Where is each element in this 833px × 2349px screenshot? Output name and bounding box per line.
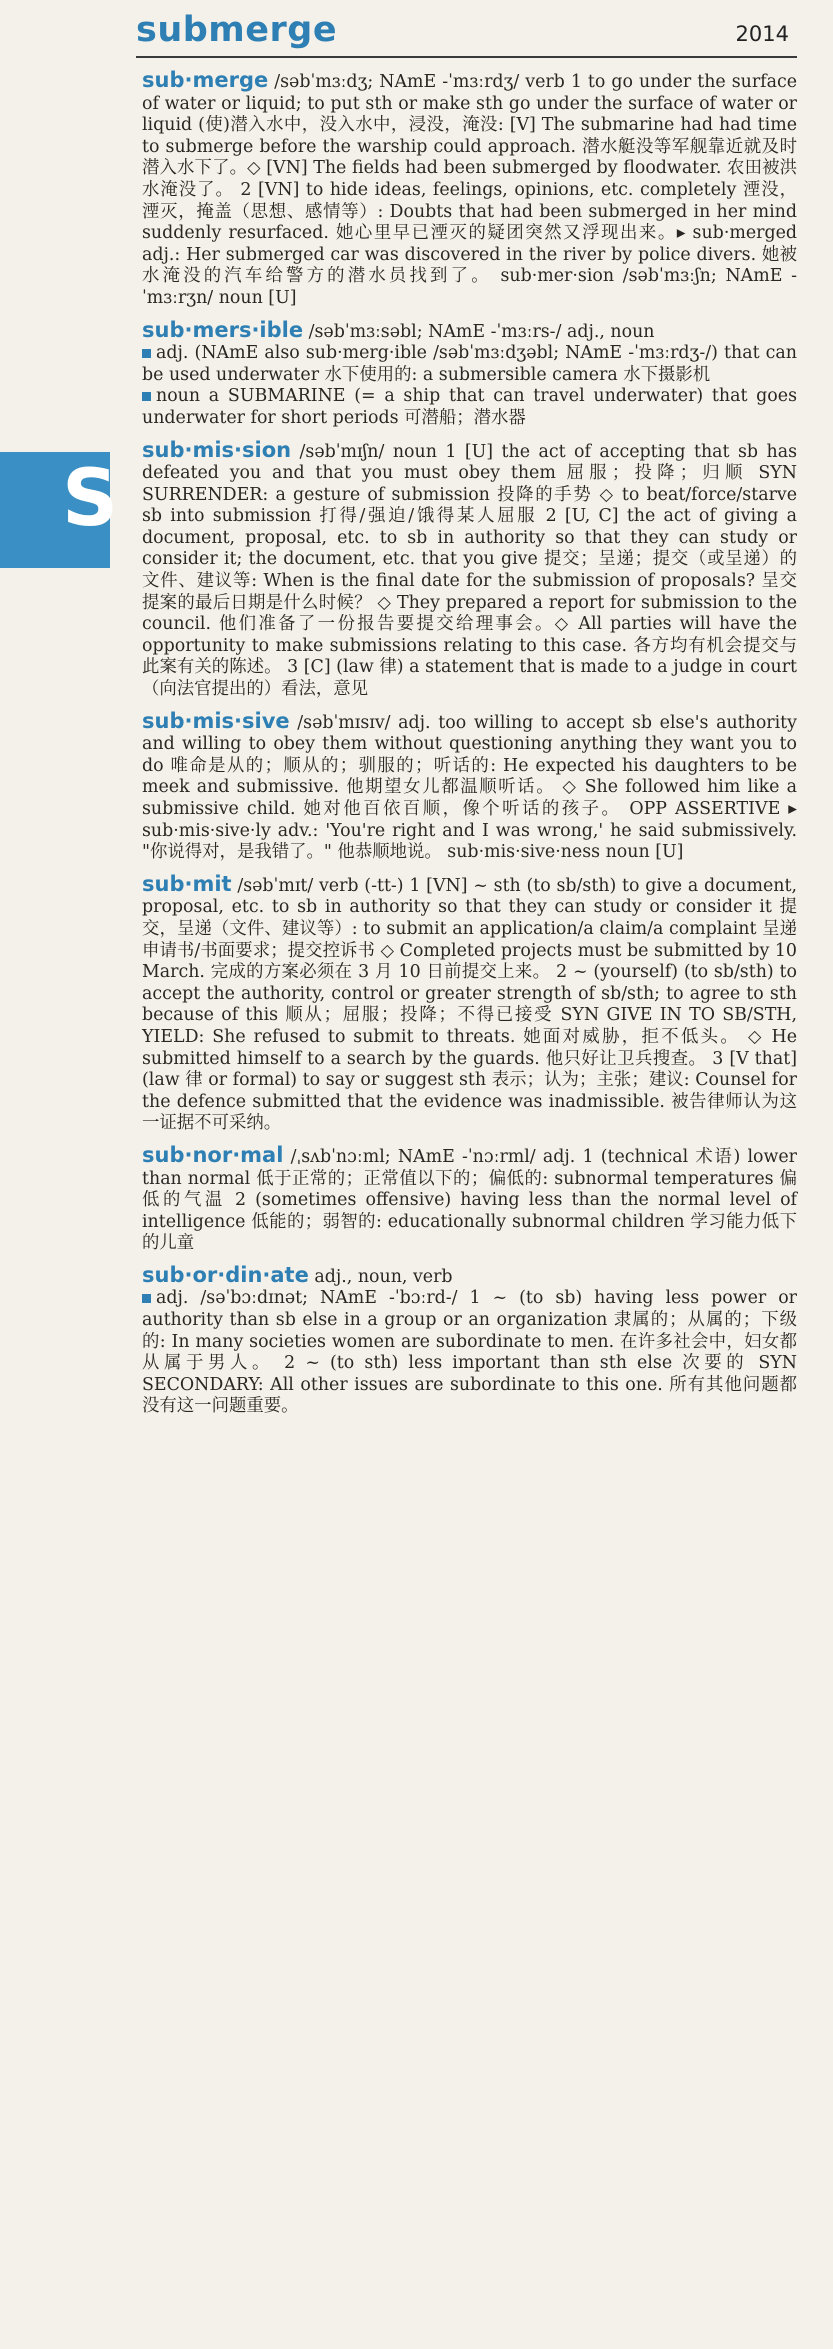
headword: sub·merge — [142, 68, 269, 92]
guide-word: submerge — [136, 10, 338, 50]
sense-adj: adj. /səˈbɔːdɪnət; NAmE -ˈbɔːrd-/ 1 ~ (to sb) having less power or authority than sb else in a group or an organization 隶属的；从属的；下级的: In many societies women are subordinate to men. 在许多社会中，妇女都从属于男人。 2 ~ (to sth) less important than sth else 次要的 SYN SECONDARY: All other issues are subordinate to this one. 所有其他问题都没有这一问题重要。 — [142, 1288, 797, 1417]
entry-body: /səbˈmɜːsəbl; NAmE -ˈmɜːrs-/ adj., noun — [303, 321, 655, 342]
entry-submission — [142, 437, 797, 701]
header-rule — [136, 56, 797, 58]
entry-submersible — [142, 317, 797, 430]
entries-column — [142, 70, 797, 1428]
headword: sub·or·din·ate — [142, 1262, 309, 1287]
entry-subnormal — [142, 1142, 797, 1255]
headword: sub·mis·sion — [142, 437, 292, 462]
sense-adj: adj. (NAmE also sub·merg·ible /səbˈmɜːdʒəbl; NAmE -ˈmɜːrdʒ-/) that can be used underwater 水下使用的: a submersible camera 水下摄影机 — [142, 343, 797, 385]
entry-submerge — [142, 70, 797, 310]
thumb-index-tab — [0, 452, 119, 568]
sense-marker-icon — [142, 1294, 151, 1303]
entry-body: /səbˈmɪsɪv/ adj. too willing to accept sb else's authority and willing to obey them without questioning anything they want you to do 唯命是从的；顺从的；驯服的；听话的: He expected his daughters to be meek and submissive. 他期望女儿都温顺听话。 ◇ She followed him like a submissive child. 她对他百依百顺，像个听话的孩子。 OPP ASSERTIVE ▸ sub·mis·sive·ly adv.: 'You're right and I was wrong,' he said submissively. "你说得对，是我错了。" 他恭顺地说。 sub·mis·sive·ness noun [U] — [142, 712, 797, 863]
headword: sub·mis·sive — [142, 708, 290, 733]
entry-body: adj., noun, verb — [308, 1266, 453, 1287]
headword: sub·mit — [142, 871, 232, 896]
sense-marker-icon — [142, 349, 151, 358]
sense-noun: noun a SUBMARINE (= a ship that can travel underwater) that goes underwater for short periods 可潜船；潜水器 — [142, 386, 797, 428]
entry-body: /səbˈmɪt/ verb (-tt-) 1 [VN] ~ sth (to sb/sth) to give a document, proposal, etc. to sb in authority so that they can study or consider it 提交，呈递（文件、建议等）: to submit an application/a claim/a complaint 呈递申请书/书面要求；提交控诉书 ◇ Completed projects must be submitted by 10 March. 完成的方案必须在 3 月 10 日前提交上来。 2 ~ (yourself) (to sb/sth) to accept the authority, control or greater strength of sb/sth; to agree to sth because of this 顺从；屈服；投降；不得已接受 SYN GIVE IN TO SB/STH, YIELD: She refused to submit to threats. 她面对威胁，拒不低头。 ◇ He submitted himself to a search by the guards. 他只好让卫兵搜查。 3 [V that] (law 律 or formal) to say or suggest sth 表示；认为；主张；建议: Counsel for the defence submitted that the evidence was inadmissible. 被告律师认为这一证据不可采纳。 — [142, 875, 797, 1134]
page-number: 2014 — [735, 22, 789, 46]
sense-marker-icon — [142, 392, 151, 401]
entry-submit — [142, 871, 797, 1135]
entry-subordinate — [142, 1262, 797, 1418]
thumb-index-letter: S — [62, 454, 119, 544]
entry-body: /ˌsʌbˈnɔːml; NAmE -ˈnɔːrml/ adj. 1 (technical 术语) lower than normal 低于正常的；正常值以下的；偏低的: subnormal temperatures 偏低的气温 2 (sometimes offensive) having less than the normal level of intelligence 低能的；弱智的: educationally subnormal children 学习能力低下的儿童 — [142, 1146, 797, 1254]
page-header — [0, 0, 833, 64]
headword: sub·mers·ible — [142, 317, 304, 342]
entry-body: /səbˈmɪʃn/ noun 1 [U] the act of accepting that sb has defeated you and that you must obey them 屈服；投降；归顺 SYN SURRENDER: a gesture of submission 投降的手势 ◇ to beat/force/starve sb into submission 打得/强迫/饿得某人屈服 2 [U, C] the act of giving a document, proposal, etc. to sb in authority so that they can study or consider it; the document, etc. that you give 提交；呈递；提交（或呈递）的文件、建议等: When is the final date for the submission of proposals? 呈交提案的最后日期是什么时候？ ◇ They prepared a report for submission to the council. 他们准备了一份报告要提交给理事会。◇ All parties will have the opportunity to make submissions relating to this case. 各方均有机会提交与此案有关的陈述。 3 [C] (law 律) a statement that is made to a judge in court（向法官提出的）看法，意见 — [142, 441, 797, 700]
headword: sub·nor·mal — [142, 1142, 284, 1167]
entry-submissive — [142, 708, 797, 864]
entry-body: /səbˈmɜːdʒ; NAmE -ˈmɜːrdʒ/ verb 1 to go under the surface of water or liquid; to put sth or make sth go under the surface of water or liquid (使)潜入水中，没入水中，浸没，淹没: [V] The submarine had had time to submerge before the warship could approach. 潜水艇没等军舰靠近就及时潜入水下了。◇ [VN] The fields had been submerged by floodwater. 农田被洪水淹没了。 2 [VN] to hide ideas, feelings, opinions, etc. completely 湮没，湮灭，掩盖（思想、感情等）: Doubts that had been submerged in her mind suddenly resurfaced. 她心里早已湮灭的疑团突然又浮现出来。▸ sub·merged adj.: Her submerged car was discovered in the river by police divers. 她被水淹没的汽车给警方的潜水员找到了。 sub·mer·sion /səbˈmɜːʃn; NAmE -ˈmɜːrʒn/ noun [U] — [142, 72, 797, 308]
